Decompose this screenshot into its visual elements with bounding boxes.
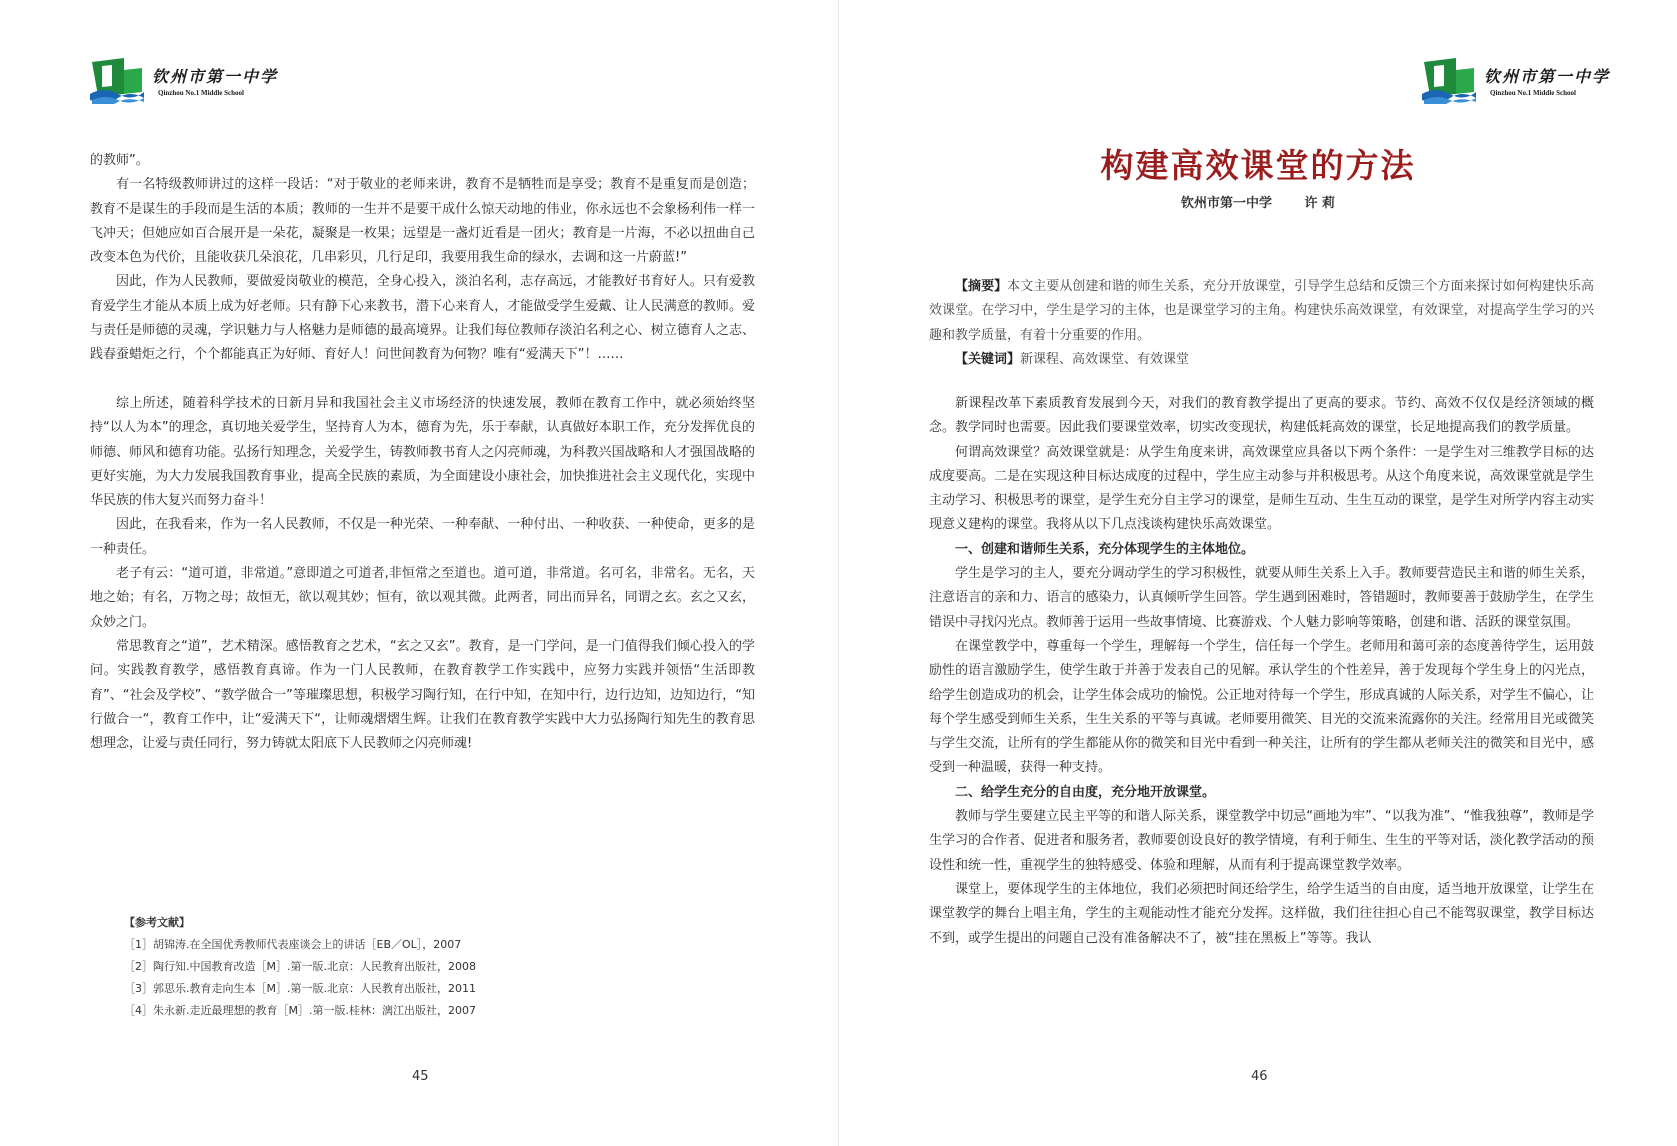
school-name-en: Qinzhou No.1 Middle School: [1490, 88, 1576, 97]
paragraph: 何谓高效课堂？高效课堂就是：从学生角度来讲，高效课堂应具备以下两个条件：一是学生对三维教学目标的达成度要高。二是在实现这种目标达成度的过程中，学生应主动参与并积极思考。从这个角度来说，高效课堂就是学生主动学习、积极思考的课堂，是学生充分自主学习的课堂，是师生互动、生生互动的课堂，是学生对所学内容主动实现意义建构的课堂。我将从以下几点浅谈构建快乐高效课堂。: [929, 444, 1594, 533]
reference-item: ［4］朱永新.走近最理想的教育［M］.第一版.桂林：漓江出版社，2007: [124, 1004, 476, 1017]
school-name-cn: 钦州市第一中学: [1484, 66, 1611, 86]
school-emblem-icon: [88, 56, 144, 104]
reference-item: ［2］陶行知.中国教育改造［M］.第一版.北京：人民教育出版社，2008: [124, 960, 476, 973]
school-logo: [1420, 56, 1610, 104]
author-name: 许 莉: [1304, 196, 1336, 211]
paragraph: 因此，在我看来，作为一名人民教师，不仅是一种光荣、一种奉献、一种付出、一种收获、一种使命，更多的是一种责任。: [90, 517, 755, 557]
right-article-body: [929, 392, 1594, 951]
paragraph: 有一名特级教师讲过的这样一段话：“对于敬业的老师来讲，教育不是牺牲而是享受；教育不是重复而是创造；教育不是谋生的手段而是生活的本质；教师的一生并不是要干成什么惊天动地的伟业，你永远也不会象杨利伟一样一飞冲天；但她应如百合展开是一朵花，凝聚是一枚果；远望是一盏灯近看是一团火；教育是一片海，不必以扭曲自己改变本色为代价，且能收获几朵浪花，几串彩贝，几行足印，我要用我生命的绿水，去调和这一片蔚蓝!”: [90, 177, 755, 266]
paragraph: 新课程改革下素质教育发展到今天，对我们的教育教学提出了更高的要求。节约、高效不仅仅是经济领域的概念。教学同时也需要。因此我们要课堂效率，切实改变现状，构建低耗高效的课堂，长足地提高我们的教学质量。: [929, 396, 1594, 436]
section-heading: 二、给学生充分的自由度，充分地开放课堂。: [955, 784, 1216, 800]
section-heading: 一、创建和谐师生关系，充分体现学生的主体地位。: [955, 541, 1255, 557]
paragraph: 因此，作为人民教师，要做爱岗敬业的模范，全身心投入，淡泊名利，志存高远，才能教好书育好人。只有爱教育爱学生才能从本质上成为好老师。只有静下心来教书，潜下心来育人，才能做受学生爱戴、让人民满意的教师。爱与责任是师德的灵魂，学识魅力与人格魅力是师德的最高境界。让我们每位教师存淡泊名利之心、树立德育人之志、践春蚕蜡炬之行，个个都能真正为好师、育好人！问世间教育为何物？唯有“爱满天下”！……: [90, 274, 755, 363]
reference-item: ［3］郭思乐.教育走向生本［M］.第一版.北京：人民教育出版社，2011: [124, 982, 476, 995]
paragraph: 课堂上，要体现学生的主体地位，我们必须把时间还给学生，给学生适当的自由度，适当地开放课堂，让学生在课堂教学的舞台上唱主角，学生的主观能动性才能充分发挥。这样做，我们往往担心自己不能驾驭课堂，教学目标达不到，或学生提出的问题自己没有准备解决不了，被“挂在黑板上”等等。我认: [929, 881, 1594, 946]
right-page: [839, 0, 1677, 1146]
left-article-body: [90, 149, 755, 756]
reference-item: ［1］胡锦涛.在全国优秀教师代表座谈会上的讲话［EB／OL］，2007: [124, 938, 462, 951]
paragraph: 老子有云：“道可道，非常道。”意即道之可道者,非恒常之至道也。道可道，非常道。名可名，非常名。无名，天地之始；有名，万物之母；故恒无，欲以观其妙；恒有，欲以观其微。此两者，同出而异名，同谓之玄。玄之又玄，众妙之门。: [90, 566, 755, 630]
references-title: 【参考文献】: [124, 916, 190, 929]
abstract-text: 本文主要从创建和谐的师生关系，充分开放课堂，引导学生总结和反馈三个方面来探讨如何构建快乐高效课堂。在学习中，学生是学习的主体，也是课堂学习的主角。构建快乐高效课堂，有效课堂，对提高学生学习的兴趣和教学质量，有着十分重要的作用。: [929, 279, 1594, 343]
paragraph: 学生是学习的主人，要充分调动学生的学习积极性，就要从师生关系上入手。教师要营造民主和谐的师生关系，注意语言的亲和力、语言的感染力，认真倾听学生回答。学生遇到困难时，答错题时，教师要善于鼓励学生，在学生错误中寻找闪光点。教师善于运用一些故事情境、比赛游戏、个人魅力影响等策略，创建和谐、活跃的课堂氛围。: [929, 566, 1594, 630]
page-number: 46: [1251, 1069, 1268, 1084]
left-page: [0, 0, 838, 1146]
keywords-text: 新课程、高效课堂、有效课堂: [1020, 351, 1190, 367]
school-name-cn: 钦州市第一中学: [152, 66, 279, 86]
paragraph: 教师与学生要建立民主平等的和谐人际关系，课堂教学中切忌“画地为牢”、“以我为准”、“惟我独尊”，教师是学生学习的合作者、促进者和服务者，教师要创设良好的教学情境，有利于师生、生生的平等对话，淡化教学活动的预设性和统一性，重视学生的独特感受、体验和理解，从而有利于提高课堂教学效率。: [929, 809, 1594, 873]
school-logo: [88, 56, 278, 104]
abstract-tag: 【摘要】: [955, 279, 1008, 294]
article-title: 构建高效课堂的方法: [1100, 146, 1416, 185]
school-emblem-icon: [1420, 56, 1476, 104]
paragraph: 的教师”。: [90, 153, 149, 168]
keywords-tag: 【关键词】: [955, 351, 1021, 367]
paragraph: 综上所述，随着科学技术的日新月异和我国社会主义市场经济的快速发展，教师在教育工作中，就必须始终坚持“以人为本”的理念，真切地关爱学生，坚持育人为本，德育为先，乐于奉献，认真做好本职工作，充分发挥优良的师德、师风和德育功能。弘扬行知理念，关爱学生，铸教师教书育人之闪亮师魂，为科教兴国战略和人才强国战略的更好实施，为大力发展我国教育事业，提高全民族的素质，为全面建设小康社会，加快推进社会主义现代化，实现中华民族的伟大复兴而努力奋斗！: [90, 395, 755, 509]
article-byline: [839, 192, 1677, 211]
school-name-en: Qinzhou No.1 Middle School: [158, 88, 244, 97]
author-school: 钦州市第一中学: [1180, 196, 1272, 211]
paragraph: 常思教育之“道”，艺术精深。感悟教育之艺术，“玄之又玄”。教育，是一门学问，是一门值得我们倾心投入的学问。实践教育教学，感悟教育真谛。作为一门人民教师，在教育教学工作实践中，应努力实践并领悟“生活即教育”、“社会及学校”、“教学做合一”等璀璨思想，积极学习陶行知，在行中知，在知中行，边行边知，边知边行，“知行做合一“，教育工作中，让“爱满天下“，让师魂熠熠生辉。让我们在教育教学实践中大力弘扬陶行知先生的教育思想理念，让爱与责任同行，努力铸就太阳底下人民教师之闪亮师魂!: [90, 638, 755, 752]
references: [124, 912, 476, 1022]
paragraph: 在课堂教学中，尊重每一个学生，理解每一个学生，信任每一个学生。老师用和蔼可亲的态度善待学生，运用鼓励性的语言激励学生，使学生敢于并善于发表自己的见解。承认学生的个性差异，善于发现每个学生身上的闪光点，给学生创造成功的机会，让学生体会成功的愉悦。公正地对待每一个学生，形成真诚的人际关系，对学生不偏心，让每个学生感受到师生关系，生生关系的平等与真诚。老师要用微笑、目光的交流来流露你的关注。经常用目光或微笑与学生交流，让所有的学生都能从你的微笑和目光中看到一种关注，让所有的学生都从老师关注的微笑和目光中，感受到一种温暖，获得一种支持。: [929, 638, 1594, 776]
page-number: 45: [412, 1069, 429, 1084]
article-abstract: [929, 275, 1594, 372]
